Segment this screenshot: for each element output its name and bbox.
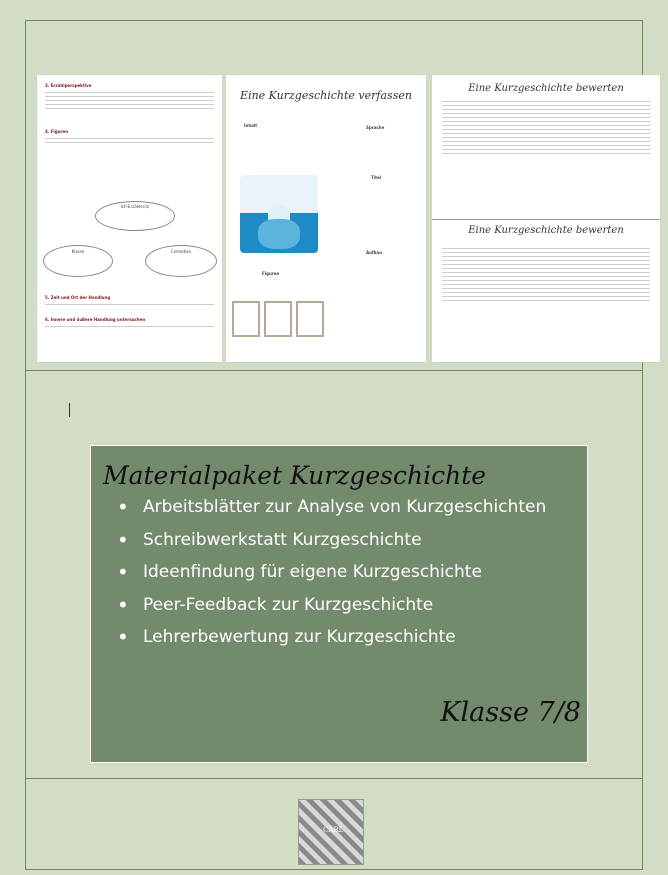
frame-image [264, 301, 292, 337]
list-item: • Peer-Feedback zur Kurzgeschichte [117, 592, 546, 625]
thumb-label: Inhalt [244, 123, 258, 128]
oval-comedian: Comedian [145, 245, 217, 277]
thumb-heading: 6. Innere und äußere Handlung untersuchen [45, 317, 146, 322]
list-item: • Arbeitsblätter zur Analyse von Kurzgeschichten [117, 494, 546, 527]
info-panel [90, 445, 588, 763]
list-item: • Lehrerbewertung zur Kurzgeschichte [117, 624, 546, 657]
contents-list [117, 494, 546, 657]
oval-class: Klasse [43, 245, 113, 277]
divider-bottom [25, 778, 643, 779]
thumb-title: Eine Kurzgeschichte bewerten [468, 225, 624, 236]
thumb-heading: 3. Erzählperspektive [45, 83, 92, 88]
text-cursor [69, 403, 70, 417]
thumb-label: Titel [371, 175, 382, 180]
worksheet-thumbnail-analysis [37, 75, 222, 362]
list-item: • Ideenfindung für eigene Kurzgeschichte [117, 559, 546, 592]
thumb-label: Sprache [366, 125, 385, 130]
frame-image [232, 301, 260, 337]
thumb-label: Aufbau [366, 250, 383, 255]
publisher-logo: CARL [298, 799, 364, 865]
thumb-heading: 4. Figuren [45, 129, 69, 134]
panel-title: Materialpaket Kurzgeschichte [103, 461, 487, 490]
iceberg-image [240, 175, 318, 253]
oval-narrator: Ich-Erzähler/in [95, 201, 175, 231]
frame-image [296, 301, 324, 337]
thumb-label: Figuren [262, 271, 280, 276]
thumb-title: Eine Kurzgeschichte verfassen [240, 89, 412, 102]
grade-label: Klasse 7/8 [440, 697, 581, 728]
list-item: • Schreibwerkstatt Kurzgeschichte [117, 527, 546, 560]
worksheet-thumbnail-evaluation [432, 75, 660, 362]
thumb-heading: 5. Zeit und Ort der Handlung [45, 295, 111, 300]
worksheet-thumbnail-writing [226, 75, 426, 362]
thumb-title: Eine Kurzgeschichte bewerten [468, 83, 624, 94]
divider-top [25, 370, 643, 371]
